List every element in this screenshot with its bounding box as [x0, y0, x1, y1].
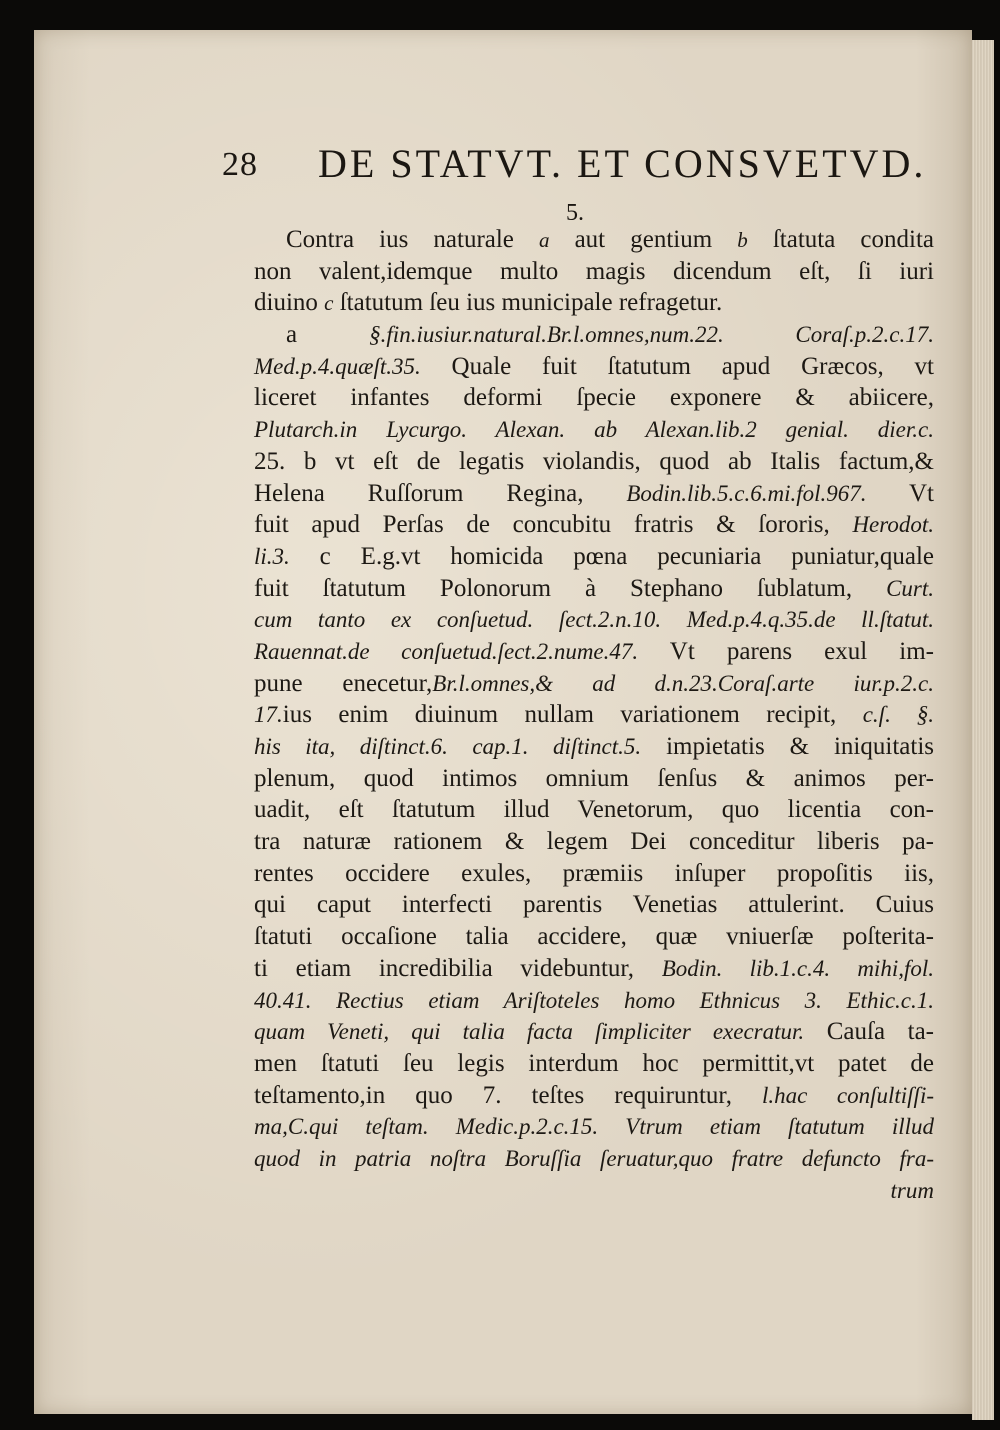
text-segment: a [286, 321, 370, 349]
citation-text: c.ſ. §. [862, 702, 934, 728]
text-line [254, 889, 934, 921]
text-segment: qui caput interfecti parentis Venetias attulerint. Cuius [254, 891, 934, 919]
text-line [254, 1111, 934, 1143]
text-segment: Helena Ruſſorum Regina, [254, 479, 627, 507]
page-edge-stack [972, 40, 994, 1420]
text-line [254, 1080, 934, 1112]
text-segment: non valent,idemque multo magis dicendum eſt, ſi iuri [254, 257, 934, 285]
text-segment: impietatis & iniquitatis [641, 733, 934, 760]
text-line [254, 573, 934, 605]
text-line [254, 1143, 934, 1175]
text-line [254, 1016, 934, 1048]
text-segment: Quale fuit ſtatutum apud Græcos, vt [420, 352, 934, 380]
text-segment: Contra ius naturale [286, 226, 539, 253]
text-line [254, 826, 934, 858]
citation-text: 40.41. Rectius etiam Ariſtoteles homo Ethnicus 3. Ethic.c.1. [254, 987, 934, 1013]
text-line [254, 699, 934, 731]
text-line [254, 319, 934, 351]
text-line [254, 224, 934, 256]
text-segment: plenum, quod intimos omnium ſenſus & animos per- [254, 764, 934, 792]
citation-text: quam Veneti, qui talia facta ſimpliciter execratur. [254, 1019, 805, 1045]
text-segment: aut gentium [549, 226, 738, 253]
text-segment: teſtamento,in quo 7. teſtes requiruntur, [254, 1081, 763, 1109]
text-segment: ſtatuta condita [747, 226, 934, 253]
body-text [254, 224, 934, 1206]
text-segment: uadit, eſt ſtatutum illud Venetorum, quo licentia con- [254, 796, 934, 824]
text-line [254, 668, 934, 700]
citation-text: §.fin.iusiur.natural.Br.l.omnes,num.22. Coraſ.p.2.c.17. [369, 322, 934, 348]
text-line [254, 287, 934, 319]
text-segment: ſtatutum ſeu ius municipale refragetur. [333, 289, 723, 317]
citation-text: Br.l.omnes,& ad d.n.23.Coraſ.arte iur.p.2.c. [432, 670, 934, 696]
text-line [254, 351, 934, 383]
text-segment: liceret infantes deformi ſpecie exponere & abiicere, [254, 384, 934, 412]
text-line [254, 1048, 934, 1080]
citation-text: Curt. [886, 575, 934, 601]
note-marker: b [737, 228, 748, 252]
text-segment: c E.g.vt homicida pœna pecuniaria puniatur,quale [289, 542, 934, 570]
text-segment: diuino [254, 289, 325, 317]
citation-text: ma,C.qui teſtam. Medic.p.2.c.15. Vtrum etiam ſtatutum illud [254, 1114, 934, 1140]
citation-text: 17. [254, 702, 283, 728]
text-line [254, 604, 934, 636]
text-line [254, 541, 934, 573]
text-line [254, 985, 934, 1017]
citation-text: li.3. [254, 543, 290, 569]
text-line [254, 509, 934, 541]
text-line [254, 382, 934, 414]
citation-text: quod in patria noſtra Boruſſia ſeruatur,quo fratre defuncto fra- [254, 1145, 934, 1171]
text-segment: ti etiam incredibilia videbuntur, [254, 954, 662, 982]
text-segment: 25. b vt eſt de legatis violandis, quod ab Italis factum,& [254, 447, 934, 475]
text-segment: Vt [866, 479, 934, 507]
text-line [254, 794, 934, 826]
text-line [254, 763, 934, 795]
citation-text: cum tanto ex conſuetud. ſect.2.n.10. Med.p.4.q.35.de ll.ſtatut. [254, 607, 934, 633]
text-segment: rentes occidere exules, præmiis inſuper propoſitis iis, [254, 859, 934, 887]
text-line [254, 478, 934, 510]
citation-text: Plutarch.in Lycurgo. Alexan. ab Alexan.lib.2 genial. dier.c. [254, 417, 934, 443]
text-segment: ius enim diuinum nullam variationem recipit, [282, 701, 863, 729]
text-line [254, 921, 934, 953]
note-marker: a [539, 228, 550, 252]
text-segment: pune enecetur, [254, 669, 433, 697]
citation-text: his ita, diſtinct.6. cap.1. diſtinct.5. [254, 734, 642, 759]
text-line [254, 1175, 934, 1207]
citation-text: l.hac conſultiſſi- [762, 1082, 934, 1108]
text-line [254, 446, 934, 478]
text-segment: ſtatuti occaſione talia accidere, quæ vniuerſæ poſterita- [254, 923, 934, 951]
text-segment: men ſtatuti ſeu legis interdum hoc permittit,vt patet de [254, 1049, 934, 1077]
citation-text: trum [890, 1177, 934, 1203]
citation-text: Bodin. lib.1.c.4. mihi,fol. [661, 955, 934, 981]
text-line [254, 731, 934, 763]
citation-text: Rauennat.de conſuetud.ſect.2.nume.47. [254, 638, 639, 664]
note-marker: c [324, 291, 334, 316]
citation-text: Med.p.4.quæſt.35. [254, 353, 421, 379]
text-segment: Vt parens exul im- [638, 637, 934, 665]
page-number: 28 [222, 146, 258, 183]
text-line [254, 858, 934, 890]
page-header [222, 140, 927, 196]
text-line [254, 953, 934, 985]
text-segment: Cauſa ta- [804, 1018, 934, 1046]
citation-text: Herodot. [852, 512, 934, 538]
text-segment: tra naturæ rationem & legem Dei conceditur liberis pa- [254, 828, 934, 856]
citation-text: Bodin.lib.5.c.6.mi.fol.967. [626, 480, 867, 506]
text-segment: fuit ſtatutum Polonorum à Stephano ſublatum, [254, 574, 887, 602]
text-segment: fuit apud Perſas de concubitu fratris & ſororis, [254, 511, 853, 539]
text-line [254, 414, 934, 446]
text-line [254, 636, 934, 668]
text-line [254, 256, 934, 288]
section-number: 5. [566, 200, 584, 226]
running-title: DE STATVT. ET CONSVETVD. [318, 141, 927, 186]
